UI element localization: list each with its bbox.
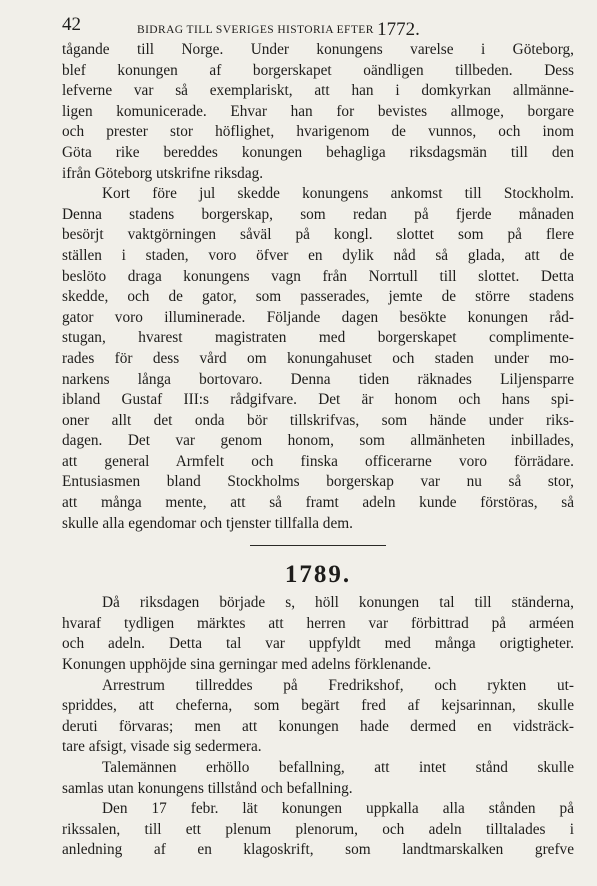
section-heading-year: 1789. xyxy=(284,561,352,589)
text-line: lefverne var så exemplariskt, att han i domkyrkan allmänne- xyxy=(62,82,574,100)
text-line: och adeln. Detta tal var uppfyldt med många origtigheter. xyxy=(62,635,574,653)
text-line: spriddes, att cheferna, som begärt fred af kejsarinnan, skulle xyxy=(62,697,574,715)
text-line: hvaraf tydligen märktes att herren var förbittrad på arméen xyxy=(62,614,574,632)
book-page xyxy=(62,12,574,861)
running-head-year: 1772. xyxy=(377,19,420,40)
text-line: skedde, och de gator, som passerades, jemte de större stadens xyxy=(62,288,574,306)
paragraphs-before-section xyxy=(62,40,574,534)
text-line: dagen. Det var genom honom, som allmänheten inbillades, xyxy=(62,432,574,450)
text-line: Entusiasmen bland Stockholms borgerskap var nu så stor, xyxy=(62,473,574,491)
text-line: tågande till Norge. Under konungens varelse i Göteborg, xyxy=(62,41,574,58)
text-line: Konungen upphöjde sina gerningar med adelns förklenande. xyxy=(62,656,432,674)
text-line: och prester stor höflighet, hvarigenom de vunnos, och inom xyxy=(62,123,574,141)
paragraphs-after-section xyxy=(62,593,574,861)
text-line: Denna stadens borgerskap, som redan på fjerde månaden xyxy=(62,205,574,223)
text-line: narkens långa bortovaro. Denna tiden räknades Liljensparre xyxy=(62,370,574,388)
text-line: tare afsigt, visade sig sedermera. xyxy=(62,738,262,756)
text-line: stugan, hvarest magistraten med borgerskapet complimente- xyxy=(62,329,574,347)
text-line: blef konungen af borgerskapet oändligen tillbeden. Dess xyxy=(62,61,574,79)
text-line: ställen i staden, voro öfver en dylik nåd så glada, att de xyxy=(62,246,574,264)
text-line: beslöto draga konungens vagn från Norrtull till slottet. Detta xyxy=(62,267,574,285)
page-number: 42 xyxy=(62,14,81,35)
text-line: Kort före jul skedde konungens ankomst till Stockholm. xyxy=(102,185,574,203)
text-line: gator voro illuminerade. Följande dagen besökte konungen råd- xyxy=(62,308,574,326)
text-line: rades för dess vård om konungahuset och staden under mo- xyxy=(62,349,574,367)
text-line: ifrån Göteborg utskrifne riksdag. xyxy=(62,164,264,182)
text-line: rikssalen, till ett plenum plenorum, och adeln tilltalades i xyxy=(62,820,574,838)
text-line: Arrestrum tillreddes på Fredrikshof, och rykten ut- xyxy=(102,676,574,694)
text-line: att många mente, att så framt adeln kunde förstöras, så xyxy=(62,494,574,512)
running-head-text: BIDRAG TILL SVERIGES HISTORIA EFTER xyxy=(137,24,374,36)
text-line: ibland Gustaf III:s rådgifvare. Det är honom och hans spi- xyxy=(62,391,574,409)
text-line: skulle alla egendomar och tjenster tillfalla dem. xyxy=(62,514,353,532)
text-line: deruti förvaras; men att konungen hade dermed en vidsträck- xyxy=(62,717,574,735)
running-head-title xyxy=(137,19,420,41)
text-line: samlas utan konungens tillstånd och befallning. xyxy=(62,779,353,797)
running-head xyxy=(62,12,574,40)
text-line: Då riksdagen började s, höll konungen tal till ständerna, xyxy=(102,594,574,612)
text-line: ligen komunicerade. Ehvar han for bevistes allmoge, borgare xyxy=(62,102,574,120)
section-divider xyxy=(250,545,386,546)
text-line: anledning af en klagoskrift, som landtmarskalken grefve xyxy=(62,841,574,859)
text-line: Den 17 febr. lät konungen uppkalla alla stånden på xyxy=(102,800,574,818)
text-line: besörjt vaktgörningen såväl på kongl. slottet som på flere xyxy=(62,226,574,244)
text-line: Talemännen erhöllo befallning, att intet stånd skulle xyxy=(102,759,574,776)
text-line: Göta rike bereddes konungen behagliga riksdagsmän till den xyxy=(62,143,574,161)
text-line: oner allt det onda bör tillskrifvas, som hände under riks- xyxy=(62,411,574,429)
text-line: att general Armfelt och finska officerarne voro förrädare. xyxy=(62,452,574,470)
